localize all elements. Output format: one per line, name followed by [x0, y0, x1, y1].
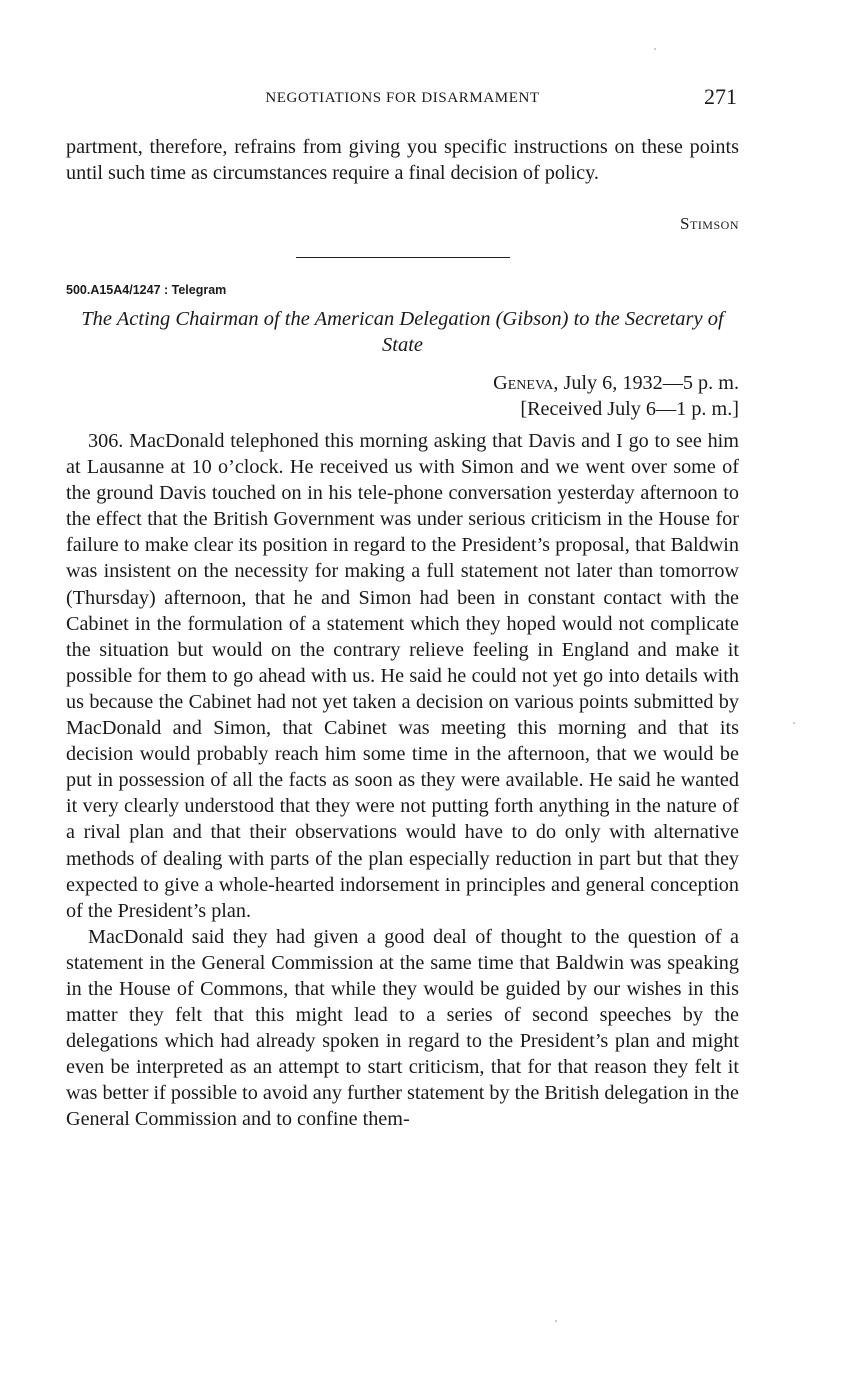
- scan-speck: [793, 722, 795, 724]
- running-title: NEGOTIATIONS FOR DISARMAMENT: [265, 90, 540, 106]
- page-number: 271: [704, 84, 737, 109]
- scan-speck: [654, 48, 656, 50]
- section-divider: [296, 257, 510, 258]
- dateline-sent: [493, 370, 739, 396]
- dateline-place: Geneva: [493, 372, 554, 394]
- body-paragraph: 306. MacDonald telephoned this morning asking that Davis and I go to see him at Lausanne at 10 o’clock. He received us with Simon and we went over some of the ground Davis touched on in his tele-phone conversation yesterday afternoon to the effect that the British Government was under serious criticism in the House for failure to make clear its position in regard to the President’s proposal, that Baldwin was insistent on the necessity for making a full statement not later than tomorrow (Thursday) afternoon, that he and Simon had been in constant contact with the Cabinet in the formulation of a statement which they hoped would not complicate the situation but would on the contrary relieve feeling in England and make it possible for them to go ahead with us. He said he could not yet go into details with us because the Cabinet had not yet taken a decision on various points submitted by MacDonald and Simon, that Cabinet was meeting this morning and that its decision would probably reach him some time in the afternoon, that we would be put in possession of all the facts as soon as they were available. He said he wanted it very clearly understood that they were not putting forth anything in the nature of a rival plan and that their observations would have to do only with alternative methods of dealing with parts of the plan especially reduction in part but that they expected to give a whole-hearted indorsement in principles and general conception of the President’s plan.: [66, 430, 739, 922]
- scan-speck: [555, 1320, 557, 1322]
- running-head: [66, 86, 739, 110]
- body-paragraph: MacDonald said they had given a good deal of thought to the question of a statement in the General Commission at the same time that Baldwin was speaking in the House of Commons, that while they would be guided by our wishes in this matter they felt that this might lead to a series of second speeches by the delegations which had already spoken in regard to the President’s plan and might even be interpreted as an attempt to start criticism, that for that reason they felt it was better if possible to avoid any further statement by the British delegation in the General Commission and to confine them-: [66, 925, 739, 1131]
- telegram-body: [66, 428, 739, 1133]
- signature: Stimson: [680, 214, 739, 233]
- dateline: [493, 370, 739, 422]
- document-heading: The Acting Chairman of the American Delegation (Gibson) to the Secretary of State: [81, 308, 724, 356]
- dateline-received: [Received July 6—1 p. m.]: [520, 398, 739, 420]
- continuation-paragraph: partment, therefore, refrains from giving you specific instructions on these points until such time as circumstances require a final decision of policy.: [66, 136, 739, 185]
- file-reference: 500.A15A4/1247 : Telegram: [66, 283, 227, 297]
- dateline-date: , July 6, 1932—5 p. m.: [553, 372, 739, 394]
